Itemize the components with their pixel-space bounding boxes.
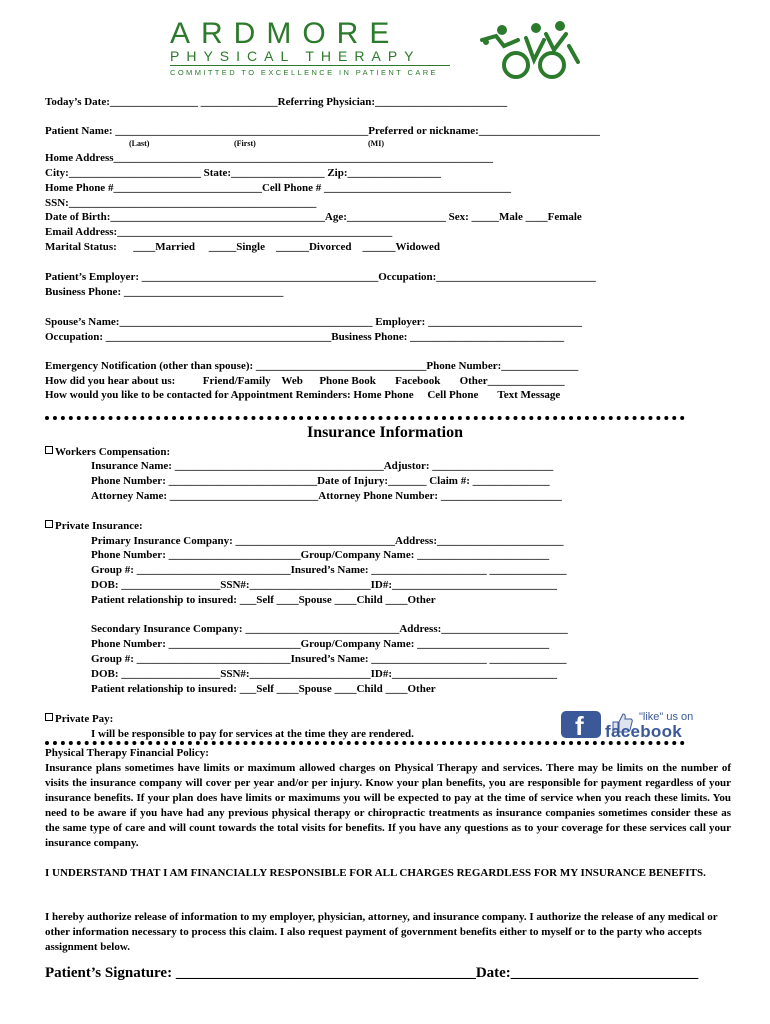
- private-insurance-label: Private Insurance:: [55, 520, 143, 532]
- insurance-title: Insurance Information: [306, 424, 463, 441]
- secondary-group-line[interactable]: Group #: ____________________________Insured’s Name: _____________________ ______________: [91, 653, 567, 665]
- dotted-divider: [45, 416, 685, 420]
- policy-body: Insurance plans sometimes have limits or maximum allowed charges on Physical Therapy and services. There may be limits on the number of visits the insurance company will cover per year and/or per injury. Know your plan benefits, you are responsible for payment regardless of your insurance benefits. If your plan does have limits or maximums you will be expected to pay at the time of service when you reach these limits. You need to be aware if you have had any previous physical therapy or chiropractic treatments as insurance companies sometimes consider these as the same type of care and will count towards the total visits for benefits. If you have any questions as to your coverage for these services call your insurance company.: [45, 762, 731, 849]
- email-line[interactable]: Email Address:__________________________________________________: [45, 226, 393, 238]
- private-pay-text: I will be responsible to pay for services at the time they are rendered.: [91, 728, 414, 740]
- contact-pref-line[interactable]: How would you like to be contacted for Appointment Reminders: Home Phone Cell Phone Text Message: [45, 389, 561, 401]
- name-last-label: (Last): [129, 139, 150, 148]
- patient-name-line[interactable]: Patient Name: ______________________________________________Preferred or nickname:______________________: [45, 125, 600, 137]
- primary-relationship-line[interactable]: Patient relationship to insured: ___Self ____Spouse ____Child ____Other: [91, 594, 436, 606]
- ssn-line[interactable]: SSN:_____________________________________________: [45, 197, 317, 209]
- wc-insurance-name-line[interactable]: Insurance Name: ______________________________________Adjustor: ______________________: [91, 460, 554, 472]
- checkbox-icon[interactable]: [45, 713, 53, 721]
- primary-company-line[interactable]: Primary Insurance Company: _____________________________Address:_______________________: [91, 535, 564, 547]
- marital-status-line[interactable]: Marital Status: ____Married _____Single ______Divorced ______Widowed: [45, 241, 440, 253]
- emergency-line[interactable]: Emergency Notification (other than spouse): _______________________________Phone Number:______________: [45, 360, 579, 372]
- logo-tagline: COMMITTED TO EXCELLENCE IN PATIENT CARE: [170, 68, 438, 77]
- phone-line[interactable]: Home Phone #___________________________Cell Phone # __________________________________: [45, 182, 511, 194]
- name-mi-label: (MI): [368, 139, 384, 148]
- checkbox-icon[interactable]: [45, 520, 53, 528]
- name-first-label: (First): [234, 139, 256, 148]
- wc-phone-line[interactable]: Phone Number: ___________________________Date of Injury:_______ Claim #: ______________: [91, 475, 550, 487]
- svg-text:f: f: [575, 711, 584, 740]
- logo-divider: [170, 65, 450, 66]
- home-address-line[interactable]: Home Address_____________________________________________________________________: [45, 152, 494, 164]
- checkbox-icon[interactable]: [45, 446, 53, 454]
- like-us-text: "like" us on: [639, 711, 694, 723]
- authorization-statement: I hereby authorize release of information to my employer, physician, attorney, and insurance company. I authorize the release of any medical or other information necessary to process this claim. I also request payment of government benefits either to myself or to the party who accepts assignment below.: [45, 911, 718, 953]
- facebook-badge[interactable]: [561, 710, 711, 745]
- spouse-occupation-line[interactable]: Occupation: _________________________________________Business Phone: ____________________________: [45, 331, 565, 343]
- business-phone-line[interactable]: Business Phone: _____________________________: [45, 286, 284, 298]
- primary-phone-line[interactable]: Phone Number: ________________________Group/Company Name: ________________________: [91, 549, 550, 561]
- dob-age-sex-line[interactable]: Date of Birth:_______________________________________Age:__________________ Sex: _____Male ____Female: [45, 211, 582, 223]
- city-state-zip-line[interactable]: City:________________________ State:_________________ Zip:_________________: [45, 167, 441, 179]
- policy-heading: Physical Therapy Financial Policy:: [45, 747, 209, 759]
- private-insurance-option[interactable]: [45, 519, 143, 533]
- secondary-relationship-line[interactable]: Patient relationship to insured: ___Self ____Spouse ____Child ____Other: [91, 683, 436, 695]
- facebook-brand-text: facebook: [605, 722, 683, 741]
- signature-line[interactable]: Patient’s Signature: ________________________________________Date:_________________________: [45, 965, 699, 981]
- hear-about-line[interactable]: How did you hear about us: Friend/Family Web Phone Book Facebook Other______________: [45, 375, 565, 387]
- private-pay-option[interactable]: [45, 712, 113, 726]
- wc-attorney-line[interactable]: Attorney Name: ___________________________Attorney Phone Number: ______________________: [91, 490, 562, 502]
- dotted-divider: [45, 741, 685, 745]
- logo-name: ARDMORE: [170, 17, 401, 50]
- workers-comp-label: Workers Compensation:: [55, 446, 171, 458]
- employer-line[interactable]: Patient’s Employer: ___________________________________________Occupation:_____________________________: [45, 271, 596, 283]
- logo-figures-icon: [474, 20, 584, 80]
- workers-comp-option[interactable]: [45, 445, 170, 459]
- primary-group-line[interactable]: Group #: ____________________________Insured’s Name: _____________________ ______________: [91, 564, 567, 576]
- spouse-name-line[interactable]: Spouse’s Name:______________________________________________ Employer: ____________________________: [45, 316, 583, 328]
- private-pay-label: Private Pay:: [55, 713, 114, 725]
- logo-subtitle: PHYSICAL THERAPY: [170, 48, 421, 64]
- todays-date-line[interactable]: Today’s Date:________________ ______________Referring Physician:________________________: [45, 96, 508, 108]
- secondary-phone-line[interactable]: Phone Number: ________________________Group/Company Name: ________________________: [91, 638, 550, 650]
- primary-dob-line[interactable]: DOB: __________________SSN#:______________________ID#:______________________________: [91, 579, 557, 591]
- secondary-dob-line[interactable]: DOB: __________________SSN#:______________________ID#:______________________________: [91, 668, 557, 680]
- secondary-company-line[interactable]: Secondary Insurance Company: ____________________________Address:_______________________: [91, 623, 568, 635]
- financial-responsibility-statement: I UNDERSTAND THAT I AM FINANCIALLY RESPONSIBLE FOR ALL CHARGES REGARDLESS FOR MY INSURANCE BENEFITS.: [45, 867, 706, 879]
